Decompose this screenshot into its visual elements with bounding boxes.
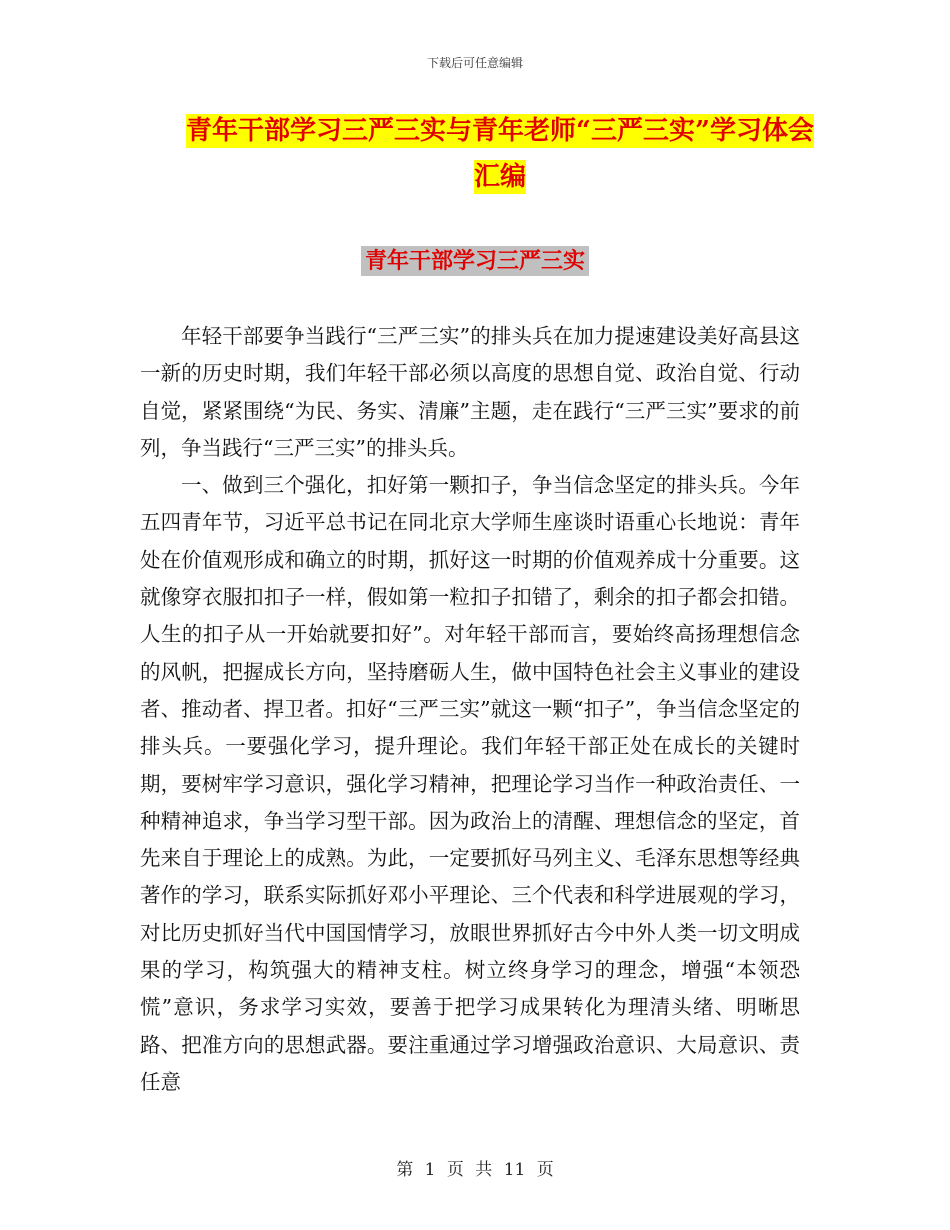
page-header-note: 下载后可任意编辑	[426, 56, 523, 70]
document-title	[180, 108, 820, 200]
section-title	[0, 244, 950, 275]
document-body	[140, 318, 800, 1101]
page-footer: 第 1 页 共 11 页	[396, 1160, 554, 1180]
paragraph-intro: 年轻干部要争当践行“三严三实”的排头兵在加力提速建设美好高县这一新的历史时期，我们年轻干部必须以高度的思想自觉、政治自觉、行动自觉，紧紧围绕“为民、务实、清廉”主题，走在践行“三严三实”要求的前列，争当践行“三严三实”的排头兵。	[140, 324, 800, 460]
section-title-text: 青年干部学习三严三实	[361, 246, 589, 276]
document-title-text: 青年干部学习三严三实与青年老师“三严三实”学习体会汇编	[186, 116, 814, 192]
paragraph-point-one: 一、做到三个强化，扣好第一颗扣子，争当信念坚定的排头兵。今年五四青年节，习近平总书记在同北京大学师生座谈时语重心长地说：青年处在价值观形成和确立的时期，抓好这一时期的价值观养成十分重要。这就像穿衣服扣扣子一样，假如第一粒扣子扣错了，剩余的扣子都会扣错。人生的扣子从一开始就要扣好”。对年轻干部而言，要始终高扬理想信念的风帆，把握成长方向，坚持磨砺人生，做中国特色社会主义事业的建设者、推动者、捍卫者。扣好“三严三实”就这一颗“扣子”，争当信念坚定的排头兵。一要强化学习，提升理论。我们年轻干部正处在成长的关键时期，要树牢学习意识，强化学习精神，把理论学习当作一种政治责任、一种精神追求，争当学习型干部。因为政治上的清醒、理想信念的坚定，首先来自于理论上的成熟。为此，一定要抓好马列主义、毛泽东思想等经典著作的学习，联系实际抓好邓小平理论、三个代表和科学进展观的学习，对比历史抓好当代中国国情学习，放眼世界抓好古今中外人类一切文明成果的学习，构筑强大的精神支柱。树立终身学习的理念，增强“本领恐慌”意识，务求学习实效，要善于把学习成果转化为理清头绪、明晰思路、把准方向的思想武器。要注重通过学习增强政治意识、大局意识、责任意	[140, 473, 800, 1094]
